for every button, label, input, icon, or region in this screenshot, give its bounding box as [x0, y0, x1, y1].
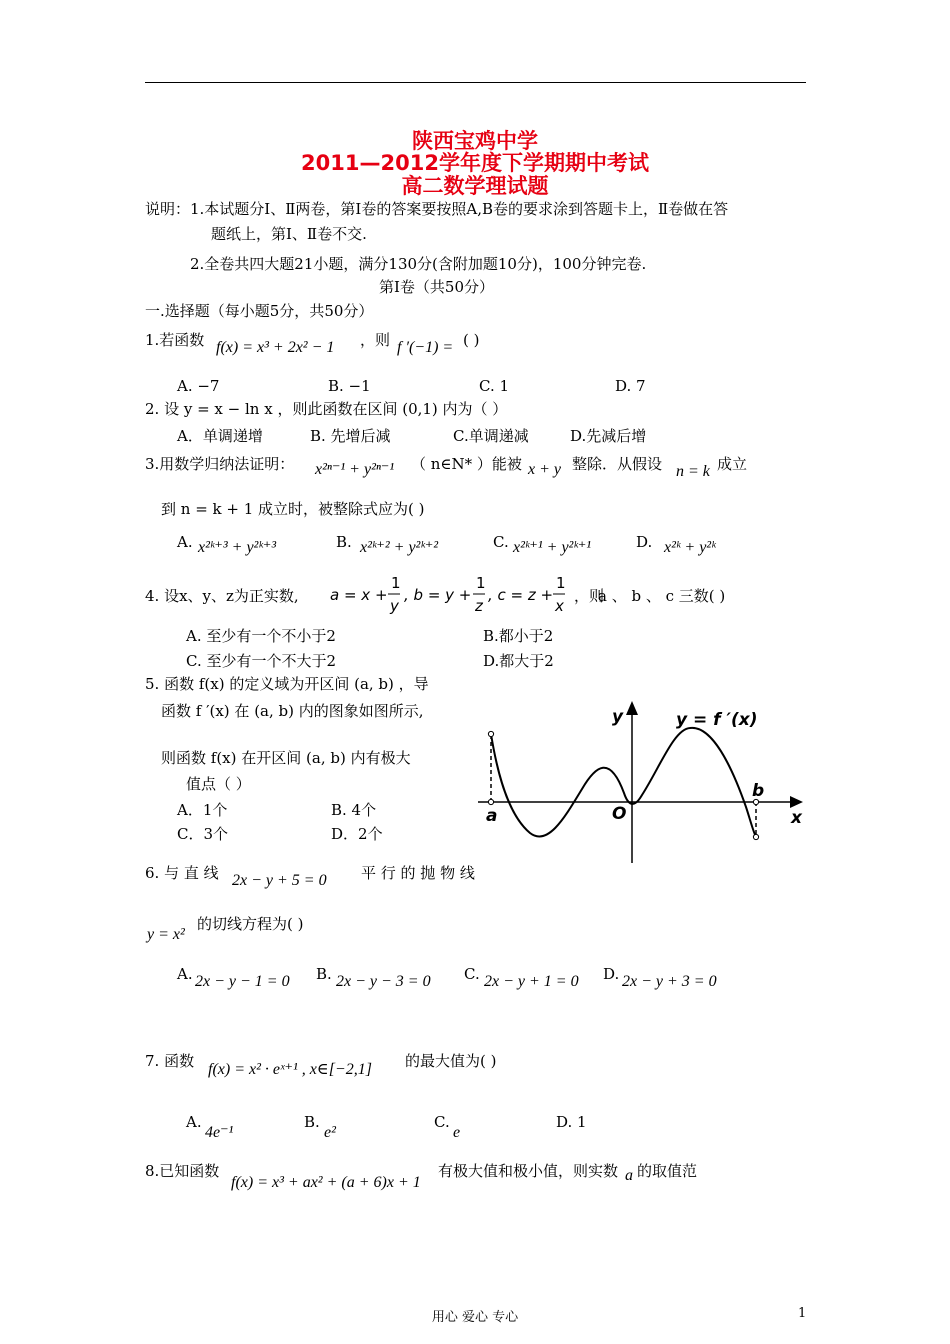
q5-line-2: 函数 f ′(x) 在 (a, b) 内的图象如图所示,: [161, 702, 424, 720]
svg-text:y: y: [390, 597, 399, 615]
q5-option-a: A．1个: [177, 801, 228, 819]
q4-text-c: a 、 b 、 c 三数( ): [598, 587, 726, 605]
q2-option-a: A．单调递增: [177, 427, 263, 445]
q1-option-b: B. −1: [328, 377, 371, 395]
q3-option-a: A.: [177, 533, 193, 551]
q1-text-b: ，则: [360, 331, 391, 349]
q3-text-a: 3.用数学归纳法证明：: [145, 455, 295, 473]
q7-option-c: C.: [434, 1113, 450, 1131]
svg-text:, b = y +: , b = y +: [404, 586, 472, 604]
q7-option-a: A.: [186, 1113, 202, 1131]
q6-option-d: D.: [603, 965, 620, 983]
q3-option-d: D.: [636, 533, 653, 551]
header-rule: [145, 82, 806, 83]
q3-expr3: n = k: [676, 463, 710, 480]
svg-text:, c = z +: , c = z +: [488, 586, 554, 604]
q2-option-d: D.先减后增: [570, 427, 647, 445]
q1-option-c: C. 1: [479, 377, 510, 395]
q3-text-b: （ n∈N* ）能被: [411, 455, 522, 473]
q4-option-a: A. 至少有一个不小于2: [186, 627, 336, 645]
q2-text: 2. 设 y = x − ln x ，则此函数在区间 (0,1) 内为（ ）: [145, 400, 508, 418]
q3-option-d-expr: x²ᵏ + y²ᵏ: [664, 539, 716, 556]
q4-option-d: D.都大于2: [483, 652, 554, 670]
subject-title: 高二数学理试题: [401, 174, 549, 198]
q2-option-c: C.单调递减: [453, 427, 529, 445]
q6-option-b: B.: [316, 965, 332, 983]
q6-option-c-expr: 2x − y + 1 = 0: [484, 973, 579, 990]
q1-text-c: ( ): [463, 331, 480, 349]
q4-option-b: B.都小于2: [483, 627, 554, 645]
q1-option-d: D. 7: [615, 377, 646, 395]
q8-expr: f(x) = x³ + ax² + (a + 6)x + 1: [231, 1174, 421, 1191]
q7-expr: f(x) = x² · eˣ⁺¹ , x∈[−2,1]: [208, 1061, 372, 1078]
svg-text:a = x +: a = x +: [330, 586, 388, 604]
y-axis-arrow: [626, 701, 638, 715]
svg-text:x: x: [555, 597, 564, 615]
page-number: 1: [798, 1306, 807, 1321]
graph-label-y: y: [612, 707, 624, 727]
q4-fraction-expression: [330, 574, 570, 618]
q3-option-b: B.: [336, 533, 352, 551]
q3-expr2: x + y: [528, 461, 561, 478]
q7-option-d: D. 1: [556, 1113, 587, 1131]
q6-expr2: y = x²: [147, 926, 185, 943]
volume-heading: 第Ⅰ卷（共50分）: [379, 278, 495, 296]
graph-label-o: O: [612, 804, 627, 824]
q5-option-c: C．3个: [177, 825, 229, 843]
q7-option-b-expr: e²: [324, 1124, 336, 1141]
q4-text-b: ，则: [574, 587, 605, 605]
q5-line-3: 则函数 f(x) 在开区间 (a, b) 内有极大: [161, 749, 411, 767]
graph-label-b: b: [752, 781, 765, 801]
q8-text-a: 8.已知函数: [145, 1162, 220, 1180]
q4-text-a: 4. 设x、y、z为正实数,: [145, 587, 299, 605]
q3-option-c-expr: x²ᵏ⁺¹ + y²ᵏ⁺¹: [513, 539, 592, 556]
svg-text:1: 1: [476, 574, 486, 592]
q3-option-a-expr: x²ᵏ⁺³ + y²ᵏ⁺³: [198, 539, 277, 556]
note-line-1: 说明：1.本试题分Ⅰ、Ⅱ两卷，第Ⅰ卷的答案要按照A,B卷的要求涂到答题卡上，Ⅱ卷做在答: [145, 200, 729, 218]
q1-option-a: A. −7: [177, 377, 220, 395]
q8-text-c: 的取值范: [637, 1162, 698, 1180]
q8-expr2: a: [625, 1167, 633, 1184]
q3-text-d: 成立: [717, 455, 748, 473]
q3-option-b-expr: x²ᵏ⁺² + y²ᵏ⁺²: [360, 539, 439, 556]
q6-option-d-expr: 2x − y + 3 = 0: [622, 973, 717, 990]
school-title: 陕西宝鸡中学: [412, 129, 538, 153]
q7-option-b: B.: [304, 1113, 320, 1131]
note-line-3: 2.全卷共四大题21小题，满分130分(含附加题10分)，100分钟完卷.: [190, 255, 647, 273]
q4-option-c: C. 至少有一个不大于2: [186, 652, 337, 670]
q5-option-b: B. 4个: [331, 801, 377, 819]
q3-line-2: 到 n = k + 1 成立时，被整除式应为( ): [161, 500, 425, 518]
q8-text-b: 有极大值和极小值，则实数: [438, 1162, 619, 1180]
q3-expr: x²ⁿ⁻¹ + y²ⁿ⁻¹: [315, 461, 395, 478]
q6-line-2: 的切线方程为( ): [197, 915, 304, 933]
q6-expr: 2x − y + 5 = 0: [232, 872, 327, 889]
endpoint-a-axis: [488, 799, 493, 804]
q1-expr2: f ′(−1) =: [397, 339, 454, 356]
x-axis-arrow: [790, 796, 803, 808]
q1-text-a: 1.若函数: [145, 331, 205, 349]
q7-option-a-expr: 4e⁻¹: [205, 1124, 234, 1141]
q7-text-b: 的最大值为( ): [405, 1052, 497, 1070]
q1-expr: f(x) = x³ + 2x² − 1: [216, 339, 335, 356]
graph-label-fn: y = f ′(x): [676, 710, 758, 730]
footer-text: 用心 爱心 专心: [431, 1310, 519, 1325]
q6-line-1b: 平 行 的 抛 物 线: [361, 864, 475, 882]
q3-option-c: C.: [493, 533, 509, 551]
q6-option-b-expr: 2x − y − 3 = 0: [336, 973, 431, 990]
derivative-graph: [460, 695, 810, 870]
q6-option-c: C.: [464, 965, 480, 983]
q5-line-1: 5. 函数 f(x) 的定义域为开区间 (a, b) ，导: [145, 675, 429, 693]
section-heading: 一.选择题（每小题5分，共50分）: [145, 302, 374, 320]
q5-line-4: 值点（ ）: [186, 775, 251, 793]
q6-option-a-expr: 2x − y − 1 = 0: [195, 973, 290, 990]
graph-label-a: a: [486, 806, 498, 826]
q2-option-b: B. 先增后减: [310, 427, 391, 445]
q3-text-c: 整除．从假设: [572, 455, 663, 473]
q6-option-a: A.: [177, 965, 193, 983]
svg-text:1: 1: [391, 574, 401, 592]
svg-text:z: z: [475, 597, 483, 615]
graph-label-x: x: [791, 808, 802, 828]
svg-text:1: 1: [556, 574, 566, 592]
q7-option-c-expr: e: [453, 1124, 461, 1141]
q5-option-d: D．2个: [331, 825, 383, 843]
endpoint-b-bottom: [753, 834, 758, 839]
q7-text-a: 7. 函数: [145, 1052, 195, 1070]
endpoint-a-top: [488, 731, 493, 736]
exam-title: 2011—2012学年度下学期期中考试: [301, 151, 649, 175]
q6-line-1: 6. 与 直 线: [145, 864, 219, 882]
note-line-2: 题纸上，第Ⅰ、Ⅱ卷不交.: [211, 225, 367, 243]
